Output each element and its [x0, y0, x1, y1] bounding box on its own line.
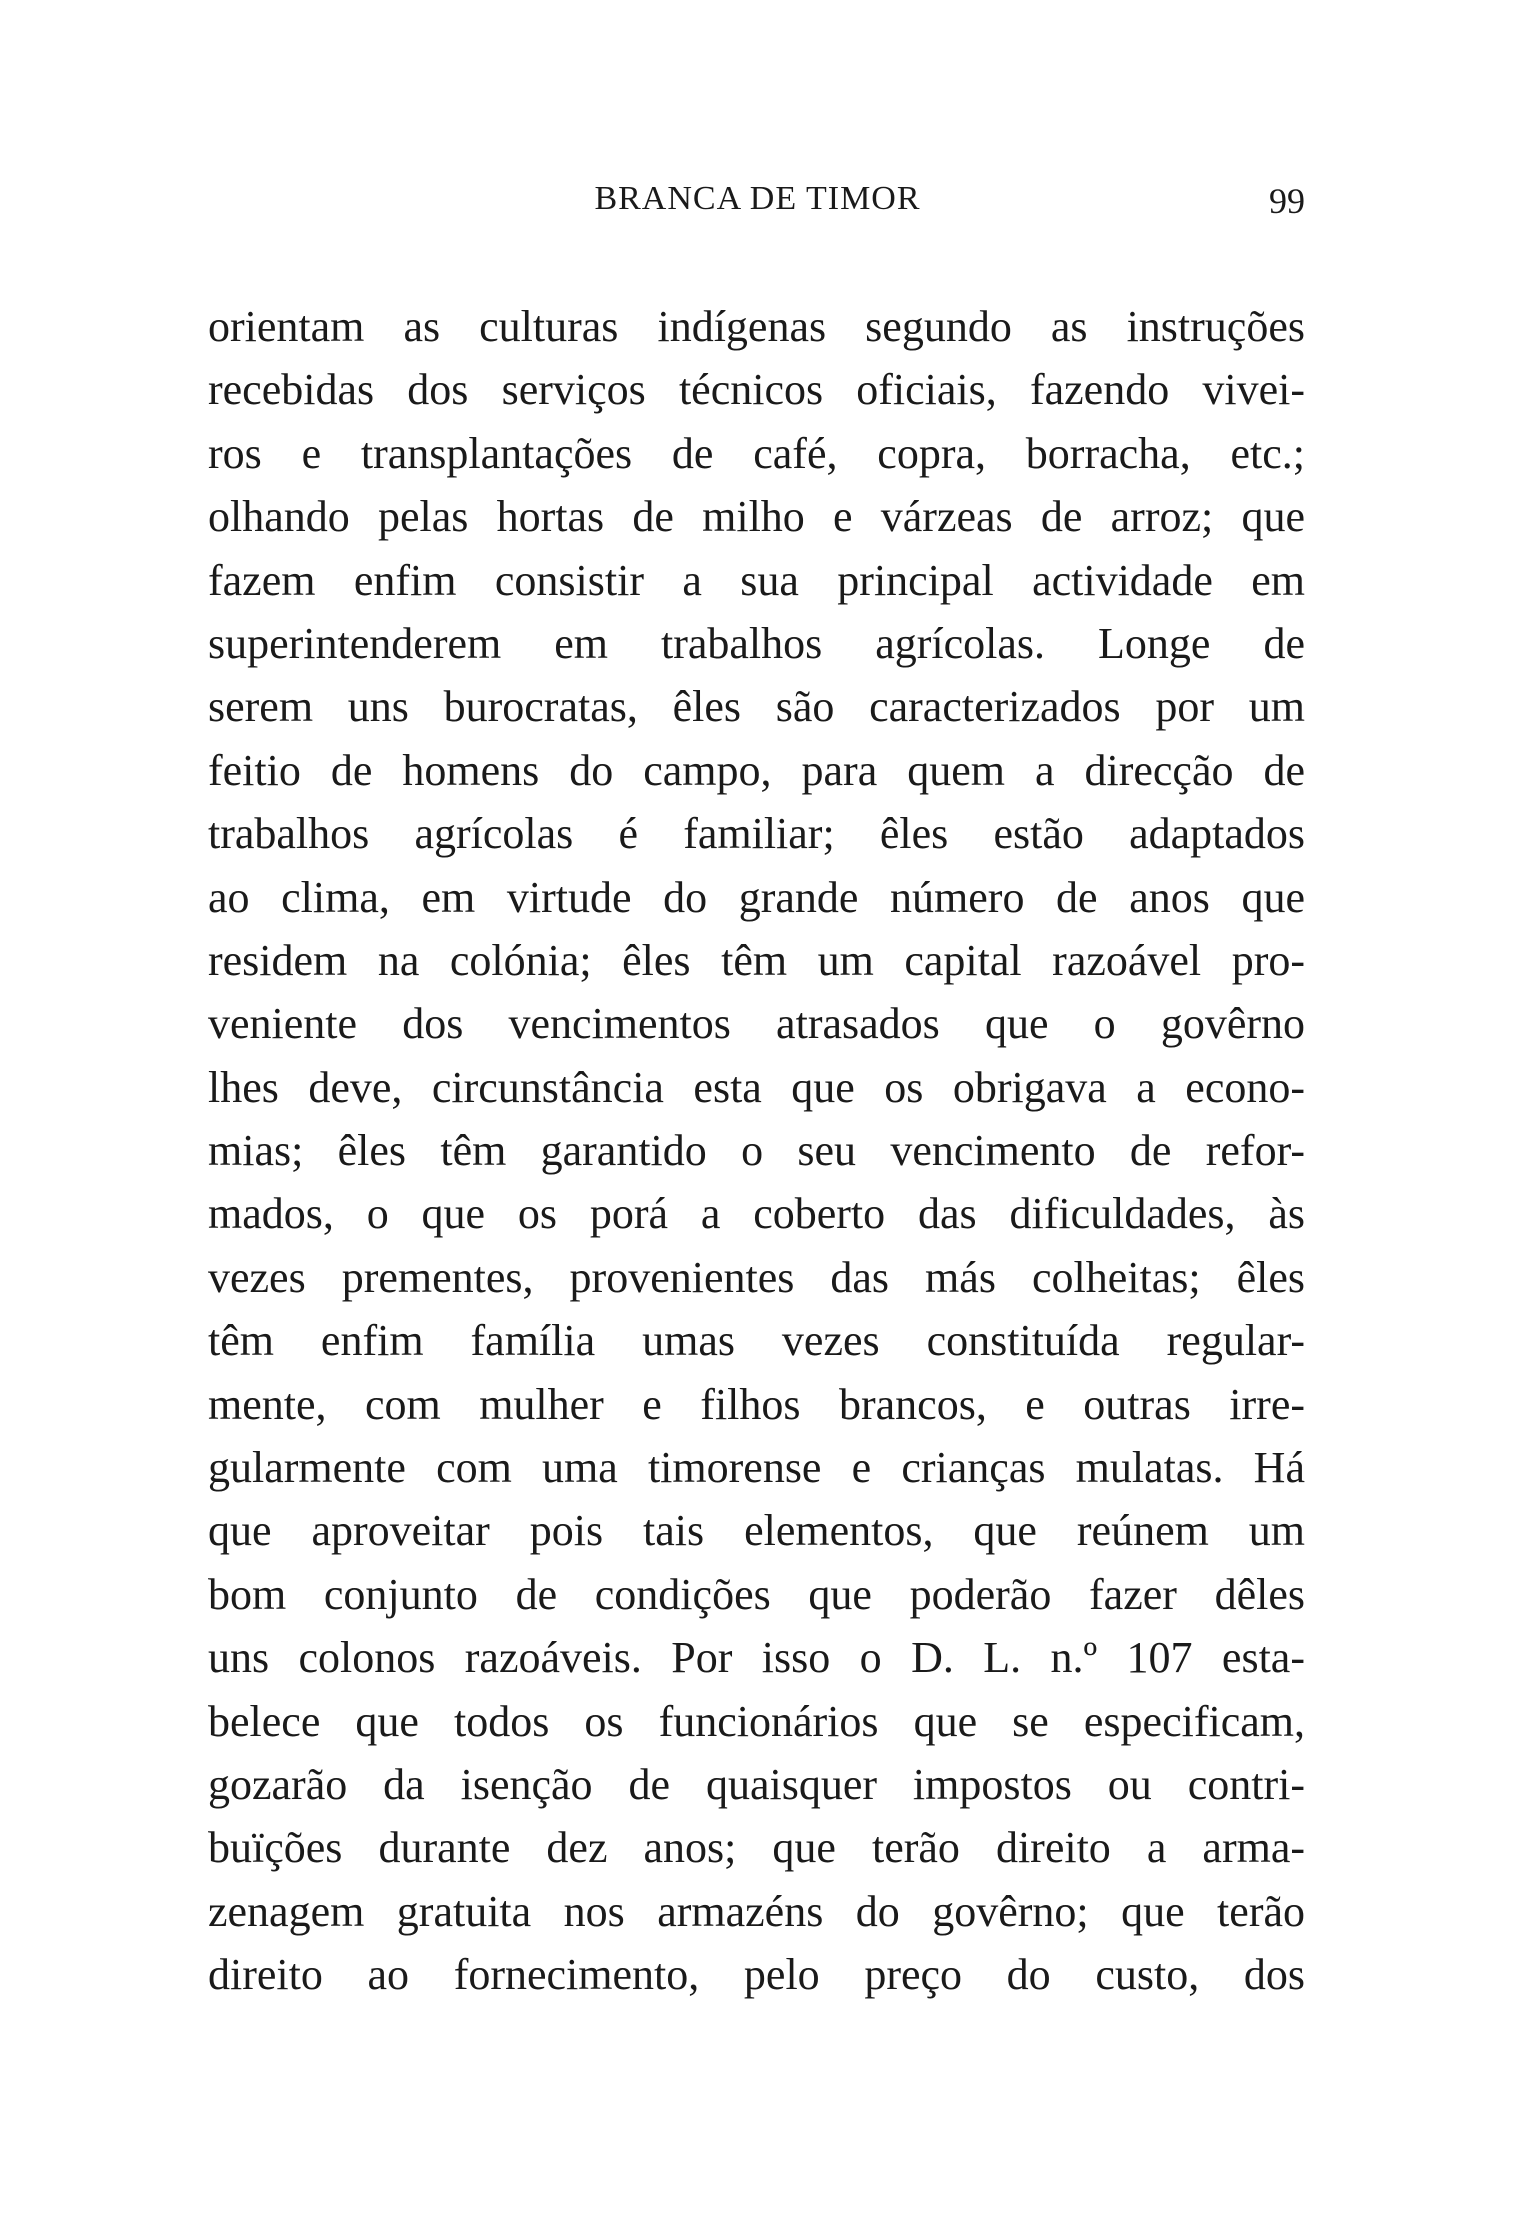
text-line: ros e transplantações de café, copra, borracha, etc.; — [208, 428, 1305, 478]
text-line: recebidas dos serviços técnicos oficiais, fazendo vivei- — [208, 365, 1305, 415]
text-line: que aproveitar pois tais elementos, que reúnem um — [208, 1506, 1305, 1556]
text-line: uns colonos razoáveis. Por isso o D. L. n.º 107 esta- — [208, 1633, 1305, 1683]
text-line: lhes deve, circunstância esta que os obrigava a econo- — [208, 1062, 1305, 1112]
text-line: zenagem gratuita nos armazéns do govêrno; que terão — [208, 1886, 1305, 1936]
text-line: direito ao fornecimento, pelo preço do custo, dos — [208, 1950, 1305, 2000]
body-text — [208, 295, 1305, 2007]
text-line: vezes prementes, provenientes das más colheitas; êles — [208, 1252, 1305, 1302]
text-line: ao clima, em virtude do grande número de anos que — [208, 872, 1305, 922]
page-number: 99 — [1269, 181, 1305, 221]
text-line: olhando pelas hortas de milho e várzeas de arroz; que — [208, 492, 1305, 542]
text-line: serem uns burocratas, êles são caracterizados por um — [208, 682, 1305, 732]
text-line: veniente dos vencimentos atrasados que o govêrno — [208, 999, 1305, 1049]
text-line: feitio de homens do campo, para quem a direcção de — [208, 745, 1305, 795]
text-line: residem na colónia; êles têm um capital razoável pro- — [208, 935, 1305, 985]
text-line: trabalhos agrícolas é familiar; êles estão adaptados — [208, 809, 1305, 859]
text-line: mados, o que os porá a coberto das dificuldades, às — [208, 1189, 1305, 1239]
text-line: buïções durante dez anos; que terão direito a arma- — [208, 1823, 1305, 1873]
text-line: bom conjunto de condições que poderão fazer dêles — [208, 1569, 1305, 1619]
text-line: superintenderem em trabalhos agrícolas. Longe de — [208, 618, 1305, 668]
text-line: gozarão da isenção de quaisquer impostos ou contri- — [208, 1759, 1305, 1809]
text-line: fazem enfim consistir a sua principal actividade em — [208, 555, 1305, 605]
running-title: BRANCA DE TIMOR — [594, 180, 921, 217]
text-line: mente, com mulher e filhos brancos, e outras irre- — [208, 1379, 1305, 1429]
text-line: belece que todos os funcionários que se especificam, — [208, 1696, 1305, 1746]
text-line: orientam as culturas indígenas segundo as instruções — [208, 302, 1305, 351]
running-head — [210, 180, 1305, 230]
text-line: mias; êles têm garantido o seu vencimento de refor- — [208, 1126, 1305, 1176]
text-line: gularmente com uma timorense e crianças mulatas. Há — [208, 1443, 1305, 1493]
text-line: têm enfim família umas vezes constituída regular- — [208, 1316, 1305, 1366]
